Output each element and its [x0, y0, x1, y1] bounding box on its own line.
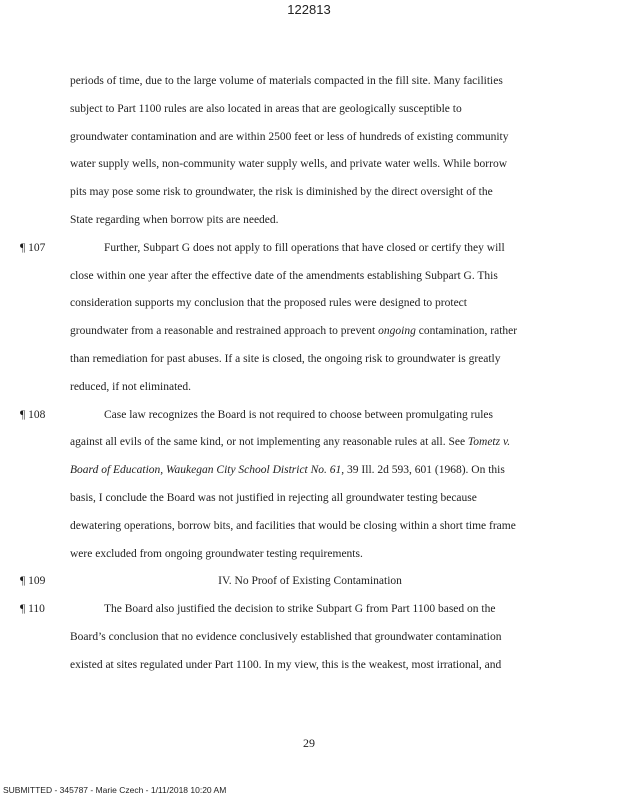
- body-line: pits may pose some risk to groundwater, the risk is diminished by the direct oversight of the: [70, 186, 493, 199]
- body-line: consideration supports my conclusion that the proposed rules were designed to protect: [70, 297, 467, 310]
- body-line: dewatering operations, borrow bits, and facilities that would be closing within a short time frame: [70, 519, 516, 532]
- body-line: Further, Subpart G does not apply to fill operations that have closed or certify they will: [104, 241, 505, 254]
- body-line: subject to Part 1100 rules are also located in areas that are geologically susceptible to: [70, 102, 462, 115]
- body-line: close within one year after the effective date of the amendments establishing Subpart G. This: [70, 269, 498, 282]
- page-number: 29: [303, 736, 315, 750]
- body-line: existed at sites regulated under Part 1100. In my view, this is the weakest, most irrational, and: [70, 658, 502, 671]
- body-line: water supply wells, non-community water supply wells, and private water wells. While borrow: [70, 158, 508, 171]
- body-line: Case law recognizes the Board is not required to choose between promulgating rules: [104, 408, 493, 421]
- body-line: [70, 429, 510, 457]
- case-citation: Tometz v.: [467, 436, 511, 449]
- emphasis-ongoing: ongoing: [378, 325, 416, 338]
- body-line: were excluded from ongoing groundwater testing requirements.: [70, 547, 363, 560]
- submission-stamp: SUBMITTED - 345787 - Marie Czech - 1/11/2018 10:20 AM: [3, 785, 227, 795]
- document-header-number: 122813: [287, 2, 331, 17]
- body-line: groundwater contamination and are within 2500 feet or less of hundreds of existing community: [70, 130, 509, 143]
- paragraph-marker-107: ¶ 107: [20, 241, 46, 254]
- paragraph-marker-110: ¶ 110: [20, 603, 45, 616]
- text-run: contamination, rather: [415, 325, 518, 338]
- body-line: periods of time, due to the large volume of materials compacted in the fill site. Many facilities: [70, 75, 503, 87]
- paragraph-marker-108: ¶ 108: [20, 408, 46, 421]
- paragraph-marker-109: ¶ 109: [20, 575, 46, 588]
- text-run: , 39 Ill. 2d 593, 601 (1968). On this: [341, 464, 505, 477]
- body-line: reduced, if not eliminated.: [70, 380, 192, 393]
- body-line: basis, I conclude the Board was not justified in rejecting all groundwater testing because: [70, 492, 477, 504]
- case-citation: Board of Education, Waukegan City School District No. 61: [70, 464, 342, 477]
- body-line: The Board also justified the decision to strike Subpart G from Part 1100 based on the: [104, 603, 496, 616]
- text-run: against all evils of the same kind, or not implementing any reasonable rules at all. See: [70, 436, 468, 449]
- text-run: groundwater from a reasonable and restrained approach to prevent: [70, 325, 379, 338]
- body-line: [70, 318, 517, 346]
- body-line: Board’s conclusion that no evidence conclusively established that groundwater contamination: [70, 631, 502, 643]
- section-heading: IV. No Proof of Existing Contamination: [218, 575, 402, 588]
- body-line: [70, 457, 505, 485]
- body-line: than remediation for past abuses. If a site is closed, the ongoing risk to groundwater is greatly: [70, 353, 501, 365]
- body-line: State regarding when borrow pits are needed.: [70, 214, 279, 226]
